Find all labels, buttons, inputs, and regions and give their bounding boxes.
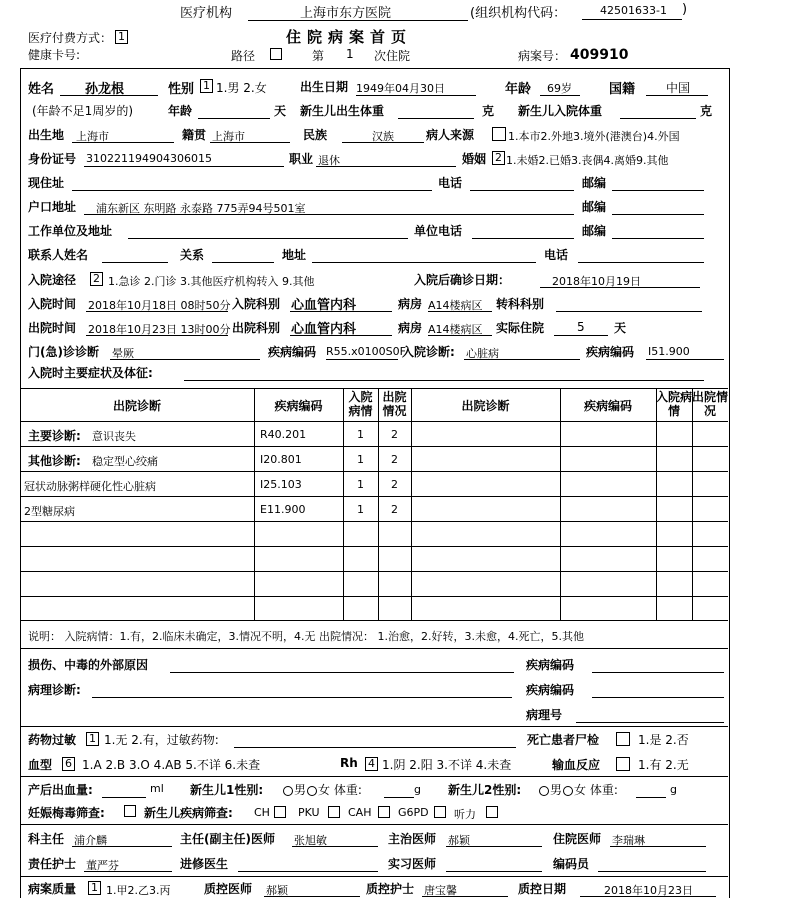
health-card-label: 健康卡号: bbox=[28, 48, 81, 62]
qc-date: 2018年10月23日 bbox=[604, 884, 693, 897]
case-number: 409910 bbox=[570, 47, 629, 63]
allergy-value[interactable]: 1 bbox=[86, 732, 99, 746]
screen-hearing-checkbox[interactable] bbox=[486, 806, 498, 818]
origin-value: 上海市 bbox=[212, 130, 245, 143]
marriage-value[interactable]: 2 bbox=[492, 151, 505, 165]
route-value[interactable]: 2 bbox=[90, 272, 103, 286]
transfusion-checkbox[interactable] bbox=[616, 757, 630, 771]
quality-value[interactable]: 1 bbox=[88, 881, 101, 895]
autopsy-checkbox[interactable] bbox=[616, 732, 630, 746]
blood-value[interactable]: 6 bbox=[62, 757, 75, 771]
qc-doctor: 郝颖 bbox=[266, 884, 288, 897]
stay-days: 5 bbox=[577, 320, 585, 334]
source-checkbox[interactable] bbox=[492, 127, 506, 141]
th-diag-1: 出院诊断 bbox=[112, 399, 161, 413]
ward: A14楼病区 bbox=[428, 299, 483, 312]
out-time: 2018年10月23日 13时00分 bbox=[88, 323, 231, 336]
medical-record-page: 医疗机构 上海市东方医院 (组织机构代码： 42501633-1 ) 住院病案首页 医疗付费方式： 1 健康卡号: 路径 第 1 次住院 病案号： 409910 姓名 孙龙根 性别 1 1.男 2.女 出生日期 1949年04月30日 年龄 69岁 国籍 中国 (年龄不足1周岁的) 年龄 天 新生儿出生体重 克 新生儿入院体重 克 出生地 上海市 籍贯 上海市 民族 汉族 病人来源 1.本市2.外地3.境外(港澳台)4.外国 身份证号 310221194904306015 职业 退休 婚姻 2 1.未婚2.已婚3.丧偶4.离婚9.其他 现住址 电话 邮编 户口地址 浦东新区 东明路 永泰路 775弄94号501室 邮编 工作单位及地址 单位电话 邮编 联系人姓名 关系 地址 电话 入院途径 2 1.急诊 2.门诊 3.其他医疗机构转入 9.其他 入院后确诊日期： 2018年10月19日 入院时间 2018年10月18日 08时50分 入院科别 心血管内科 病房 A14楼病区 转科科别 出院时间 2018年10月23日 13时00分 出院科别 心血管内科 病房 A14楼病区 实际住院 5 天 门(急)诊诊断 晕厥 疾病编码 R55.x0100S0F 入院诊断: 心脏病 疾病编码 I51.900 入院时主要症状及体征: 出院诊断 疾病编码 入院病情 出院情况 出院诊断 疾病编码 入院病情 出院情况 主要诊断: 意识丧失 R40.201 1 2 其他诊断: 稳定型心绞痛 I20.801 1 2 冠状动脉粥样硬化性心脏病 I25.103 1 2 2型糖尿病 E11.900 1 2 说明： 入院病情：1.有，2.临床未确定，3.情况不明，4.无 出院情况： 1.治愈，2.好转，3.未愈，4.死亡，5.其他 损伤、中毒的外部原因 疾病编码 病理诊断: 疾病编码 病理号 药物过敏 1 1.无 2.有，过敏药物: 死亡患者尸检 1.是 2.否 血型 6 1.A 2.B 3.O 4.AB 5.不详 6.未查 Rh 4 1.阴 2.阳 3.不详 4.未查 输血反应 1.有 2.无 产后出血量: ml 新生儿1性别: 男 女 体重: g 新生儿2性别: 男 女 体重: g 妊娠梅毒筛查: 新生儿疾病筛查: CH PKU CAH G6PD 听力 科主任 浦介麟 主任(副主任)医师 张旭敏 主治医师 郝颖 住院医师 李瑞琳 责任护士 董严芬 进修医生 实习医师 编码员 病案质量 1 1.甲2.乙3.丙 质控医师 郝颖 质控护士 唐宝馨 质控日期 2018年10月23日 bbox=[0, 0, 791, 898]
admit-diag: 心脏病 bbox=[466, 347, 499, 360]
th-code-1: 疾病编码 bbox=[274, 399, 323, 413]
table-row-code: E11.900 bbox=[260, 503, 306, 516]
attending-doctor: 郝颖 bbox=[448, 834, 470, 847]
birthplace-value: 上海市 bbox=[76, 130, 109, 143]
path-checkbox[interactable] bbox=[270, 48, 282, 60]
table-note: 说明： 入院病情：1.有，2.临床未确定，3.情况不明，4.无 出院情况： 1.治愈，2.好转，3.未愈，4.死亡，5.其他 bbox=[28, 630, 584, 643]
table-row-prefix: 主要诊断: bbox=[28, 429, 81, 443]
pay-label: 医疗付费方式： bbox=[28, 31, 113, 45]
dept-head: 浦介麟 bbox=[74, 834, 107, 847]
er-code: R55.x0100S0F bbox=[326, 345, 406, 358]
baby2-male-radio[interactable] bbox=[539, 786, 549, 796]
table-row-code: R40.201 bbox=[260, 428, 307, 441]
hukou-value: 浦东新区 东明路 永泰路 775弄94号501室 bbox=[96, 202, 306, 215]
org-code-label: (组织机构代码： bbox=[470, 6, 567, 21]
rh-value[interactable]: 4 bbox=[365, 757, 378, 771]
sex-value[interactable]: 1 bbox=[200, 79, 213, 93]
th-code-2: 疾病编码 bbox=[583, 399, 632, 413]
table-row-diag: 稳定型心绞痛 bbox=[92, 455, 158, 468]
th-out-2: 出院情况 bbox=[692, 390, 729, 418]
nation-value: 中国 bbox=[666, 81, 691, 95]
th-out-1: 出院情况 bbox=[382, 390, 407, 418]
screen-ch-checkbox[interactable] bbox=[274, 806, 286, 818]
screen-pku-checkbox[interactable] bbox=[328, 806, 340, 818]
table-row-diag: 意识丧失 bbox=[92, 430, 136, 443]
table-row-diag: 冠状动脉粥样硬化性心脏病 bbox=[24, 480, 156, 493]
org-code: 42501633-1 bbox=[600, 4, 667, 17]
table-row-code: I25.103 bbox=[260, 478, 302, 491]
baby2-female-radio[interactable] bbox=[563, 786, 573, 796]
table-row-code: I20.801 bbox=[260, 453, 302, 466]
chief-doctor: 张旭敏 bbox=[294, 834, 327, 847]
patient-name: 孙龙根 bbox=[85, 82, 125, 97]
nurse: 董严芬 bbox=[86, 859, 119, 872]
baby1-male-radio[interactable] bbox=[283, 786, 293, 796]
table-row-diag: 2型糖尿病 bbox=[24, 505, 75, 518]
th-in-2: 入院病情 bbox=[656, 390, 693, 418]
dob-value: 1949年04月30日 bbox=[356, 82, 445, 95]
out-dept: 心血管内科 bbox=[291, 322, 357, 337]
page-title: 住院病案首页 bbox=[286, 28, 413, 46]
confirm-date: 2018年10月19日 bbox=[552, 275, 641, 288]
ward2: A14楼病区 bbox=[428, 323, 483, 336]
th-diag-2: 出院诊断 bbox=[461, 399, 510, 413]
in-time: 2018年10月18日 08时50分 bbox=[88, 299, 231, 312]
screen-g6pd-checkbox[interactable] bbox=[434, 806, 446, 818]
id-value: 310221194904306015 bbox=[86, 152, 212, 165]
screen-cah-checkbox[interactable] bbox=[378, 806, 390, 818]
job-value: 退休 bbox=[318, 154, 340, 167]
baby1-female-radio[interactable] bbox=[307, 786, 317, 796]
ethnic-value: 汉族 bbox=[372, 130, 394, 143]
syphilis-checkbox[interactable] bbox=[124, 805, 136, 817]
pay-value[interactable]: 1 bbox=[115, 30, 128, 44]
age-value: 69岁 bbox=[547, 82, 572, 95]
qc-nurse: 唐宝馨 bbox=[424, 884, 457, 897]
er-diag: 晕厥 bbox=[112, 347, 134, 360]
resident-doctor: 李瑞琳 bbox=[612, 834, 645, 847]
in-dept: 心血管内科 bbox=[291, 298, 357, 313]
org-name: 上海市东方医院 bbox=[300, 6, 392, 21]
org-label: 医疗机构 bbox=[180, 6, 233, 21]
admit-code: I51.900 bbox=[648, 345, 690, 358]
th-in-1: 入院病情 bbox=[348, 390, 373, 418]
table-row-prefix: 其他诊断: bbox=[28, 454, 81, 468]
